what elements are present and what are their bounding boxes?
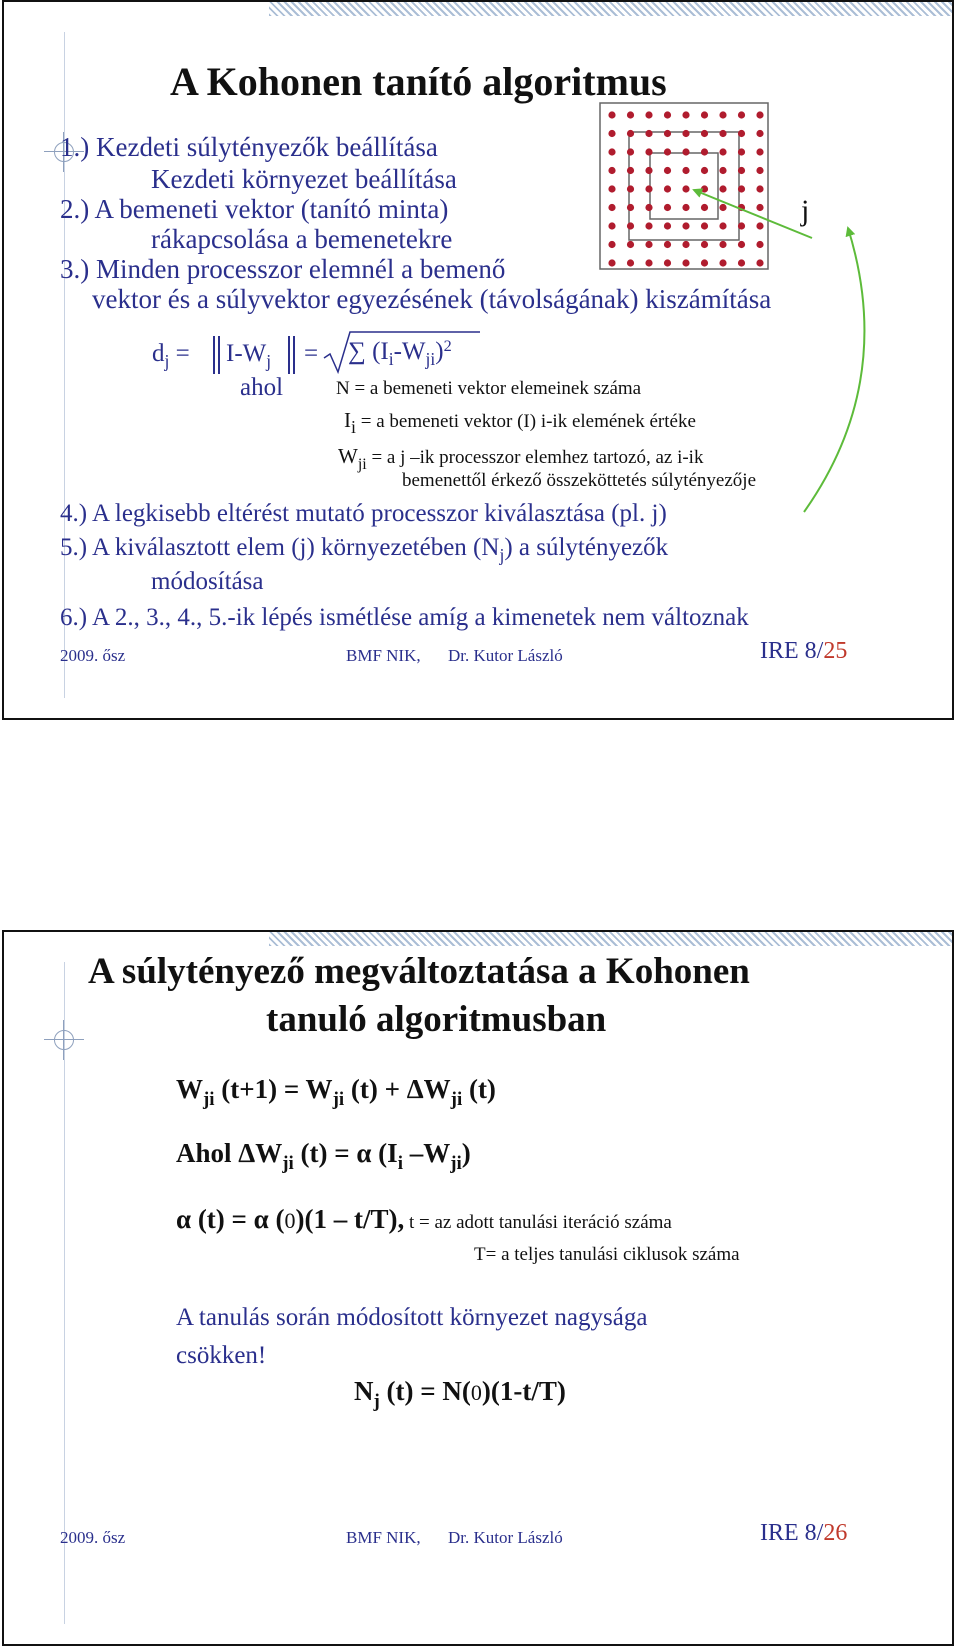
footer-institution: BMF NIK, [346,1528,421,1547]
t-definition: T= a teljes tanulási ciklusok száma [474,1244,740,1265]
definition-n: N = a bemeneti vektor elemeinek száma [336,378,642,399]
footer-author: Dr. Kutor László [448,1528,563,1547]
step-2-continued: rákapcsolása a bemenetekre [151,224,453,254]
step-3-continued: vektor és a súlyvektor egyezésének (távolságának) kiszámítása [92,284,772,314]
winner-label-j: j [801,194,810,227]
footer-date: 2009. ősz [60,1528,126,1547]
slide-1 [2,0,954,720]
footer-page-number: IRE 8/26 [760,1520,848,1546]
slide-title: A Kohonen tanító algoritmus [170,59,667,104]
equals-sign: = [304,340,319,367]
slide-title-line-2: tanuló algoritmusban [266,999,607,1040]
step-4: 4.) A legkisebb eltérést mutató processzor kiválasztása (pl. j) [60,500,667,527]
norm-content: $I-W_j$ [226,340,272,372]
delta-equation: Ahol $\Delta W_{ji}$ (t) = α ($I_i$ $-W_{ji}$) [176,1138,471,1174]
note-line-2: csökken! [176,1342,267,1369]
definition-i: Ii = a bemeneti vektor (I) i-ik elemének értéke [344,408,696,438]
note-line-1: A tanulás során módosított környezet nagysága [176,1304,648,1331]
update-equation: $W_{ji}$ $(t+1) = W_{ji}$ $(t) + \Delta W_{ji}$ (t) [176,1074,496,1110]
definition-w-continued: bemenettől érkező összeköttetés súlytényezője [402,470,757,491]
step-1-continued: Kezdeti környezet beállítása [151,164,457,194]
slide-title-line-1: A súlytényező megváltoztatása a Kohonen [88,951,750,992]
step-3: 3.) Minden processzor elemnél a bemenő [60,254,506,284]
step-6: 6.) A 2., 3., 4., 5.-ik lépés ismétlése amíg a kimenetek nem változnak [60,604,749,631]
footer-date: 2009. ősz [60,646,126,665]
sum-expression: ∑ $(I_i-W_{ji})^2$ [348,336,452,370]
ahol-label: ahol [240,374,284,401]
definition-w: $W_{ji} = a$ j –ik processzor elemhez tartozó, az i-ik [338,444,704,473]
arrow-to-j-label [804,228,864,512]
crosshair-icon [52,1028,76,1052]
footer-institution: BMF NIK, [346,646,421,665]
distance-formula: $d_j$ = [152,340,190,372]
neighbourhood-equation: $N_j$ (t) = N(0)(1-t/T) [354,1376,566,1412]
slide-2 [2,930,954,1646]
step-1: 1.) Kezdeti súlytényezők beállítása [60,132,438,162]
decorative-vertical-line [64,962,65,1624]
norm-bar-left [213,336,220,374]
alpha-equation: α (t) = α (0)(1 – t/T), t = az adott tanulási iteráció száma [176,1204,672,1234]
norm-bar-right [288,336,295,374]
step-2: 2.) A bemeneti vektor (tanító minta) [60,194,449,224]
decorative-hatch-bar [269,932,952,946]
step-5-continued: módosítása [151,568,264,595]
footer-author: Dr. Kutor László [448,646,563,665]
arrow-to-winner [694,190,812,238]
step-5: 5.) A kiválasztott elem (j) környezetében $(N_j)$ a súlytényezők [60,534,669,566]
footer-page-number: IRE 8/25 [760,638,848,664]
